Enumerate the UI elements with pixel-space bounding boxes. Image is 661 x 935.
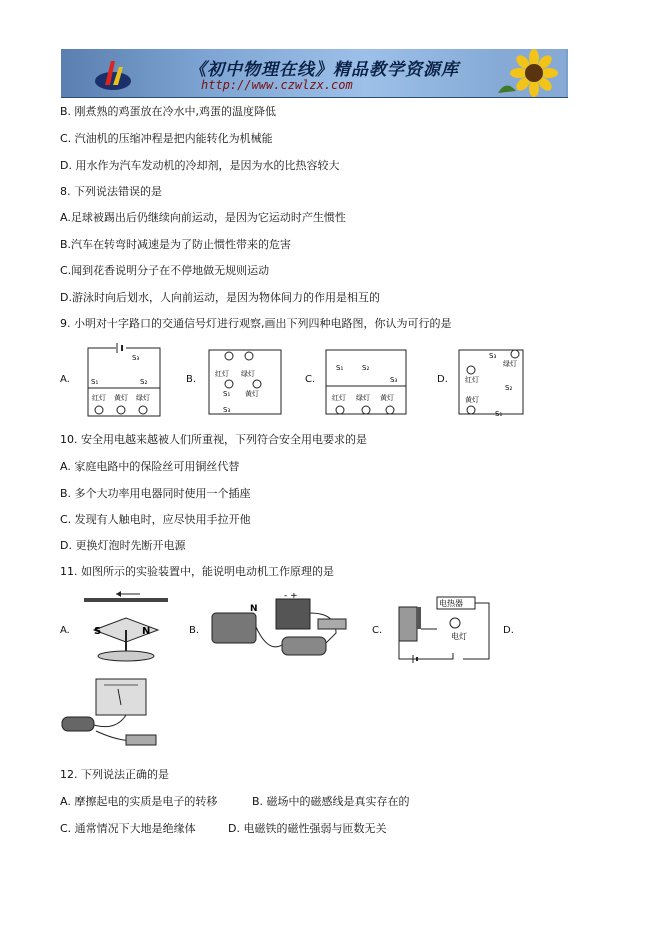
q9b-green: 绿灯 — [241, 370, 255, 378]
q9a-s3: S₃ — [132, 354, 140, 362]
q11-label-a: A. — [60, 625, 70, 636]
q10-option-d: D. 更换灯泡时先断开电源 — [60, 539, 186, 552]
q9d-s3: S₃ — [489, 352, 497, 360]
q11c-heater: 电热器 — [439, 599, 463, 608]
q9d-yellow: 黄灯 — [465, 396, 479, 404]
q11b-n: N — [250, 604, 258, 614]
svg-text:- +: - + — [284, 593, 298, 601]
q10-option-c: C. 发现有人触电时，应尽快用手拉开他 — [60, 513, 251, 526]
q11-figure-b — [206, 593, 351, 663]
q9-label-b: B. — [186, 374, 197, 385]
q8-option-b: B.汽车在转弯时减速是为了防止惯性带来的危害 — [60, 238, 292, 251]
q9b-s1: S₁ — [223, 390, 231, 398]
q9-stem: 9. 小明对十字路口的交通信号灯进行观察,画出下列四种电路图，你认为可行的是 — [60, 317, 452, 330]
q9c-red: 红灯 — [332, 394, 346, 402]
q9c-yellow: 黄灯 — [380, 394, 394, 402]
q9d-green: 绿灯 — [503, 360, 517, 368]
q8-stem: 8. 下列说法错误的是 — [60, 185, 162, 198]
banner-title: 《初中物理在线》精品教学资源库 — [189, 60, 459, 80]
q9-label-a: A. — [60, 374, 70, 385]
q9-circuit-b — [205, 340, 290, 422]
q9c-s3: S₃ — [390, 376, 398, 384]
q9d-s2: S₂ — [505, 384, 513, 392]
banner-url: http://www.czwlzx.com — [201, 78, 353, 92]
q11-figure-d — [56, 675, 166, 755]
q9d-s1: S₁ — [495, 410, 503, 418]
q11-figure-a — [80, 590, 175, 665]
q11-stem: 11. 如图所示的实验装置中，能说明电动机工作原理的是 — [60, 565, 334, 578]
logo-icon — [93, 55, 133, 93]
q12-stem: 12. 下列说法正确的是 — [60, 768, 169, 781]
q9b-s3: S₃ — [223, 406, 231, 414]
q12-option-b: B. 磁场中的磁感线是真实存在的 — [252, 795, 410, 808]
q11a-n: N — [142, 626, 151, 637]
q9c-s2: S₂ — [362, 364, 370, 372]
q9a-yellow: 黄灯 — [114, 394, 128, 402]
q7-option-d: D. 用水作为汽车发动机的冷却剂，是因为水的比热容较大 — [60, 159, 340, 172]
q8-option-c: C.闻到花香说明分子在不停地做无规则运动 — [60, 264, 270, 277]
q11c-lamp: 电灯 — [451, 632, 467, 641]
q9-circuit-d — [455, 340, 535, 422]
q9-label-d: D. — [437, 374, 448, 385]
q11a-s: S — [94, 626, 102, 637]
q9a-s2: S₂ — [140, 378, 148, 386]
q9a-red: 红灯 — [92, 394, 106, 402]
q7-option-b: B. 刚煮熟的鸡蛋放在冷水中,鸡蛋的温度降低 — [60, 105, 277, 118]
q9d-red: 红灯 — [465, 376, 479, 384]
sunflower-icon — [496, 49, 566, 97]
q10-stem: 10. 安全用电越来越被人们所重视，下列符合安全用电要求的是 — [60, 433, 367, 446]
q12-option-c: C. 通常情况下大地是绝缘体 — [60, 822, 196, 835]
q9a-s1: S₁ — [91, 378, 99, 386]
q9c-s1: S₁ — [336, 364, 344, 372]
q9a-green: 绿灯 — [136, 394, 150, 402]
q9b-red: 红灯 — [215, 370, 229, 378]
q9-label-c: C. — [305, 374, 316, 385]
q8-option-a: A.足球被踢出后仍继续向前运动，是因为它运动时产生惯性 — [60, 211, 346, 224]
header-banner — [61, 49, 568, 98]
q11-label-b: B. — [189, 625, 200, 636]
q8-option-d: D.游泳时向后划水，人向前运动，是因为物体间力的作用是相互的 — [60, 291, 380, 304]
q9b-yellow: 黄灯 — [245, 390, 259, 398]
q9-circuit-c — [322, 340, 412, 422]
q11-label-c: C. — [372, 625, 383, 636]
q10-option-b: B. 多个大功率用电器同时使用一个插座 — [60, 487, 251, 500]
q11-label-d: D. — [503, 625, 514, 636]
q11-figure-c — [393, 593, 498, 665]
q10-option-a: A. 家庭电路中的保险丝可用铜丝代替 — [60, 460, 240, 473]
q12-option-a: A. 摩擦起电的实质是电子的转移 — [60, 795, 218, 808]
q7-option-c: C. 汽油机的压缩冲程是把内能转化为机械能 — [60, 132, 273, 145]
q9c-green: 绿灯 — [356, 394, 370, 402]
q9-circuit-a — [82, 340, 167, 422]
q12-option-d: D. 电磁铁的磁性强弱与匝数无关 — [228, 822, 387, 835]
